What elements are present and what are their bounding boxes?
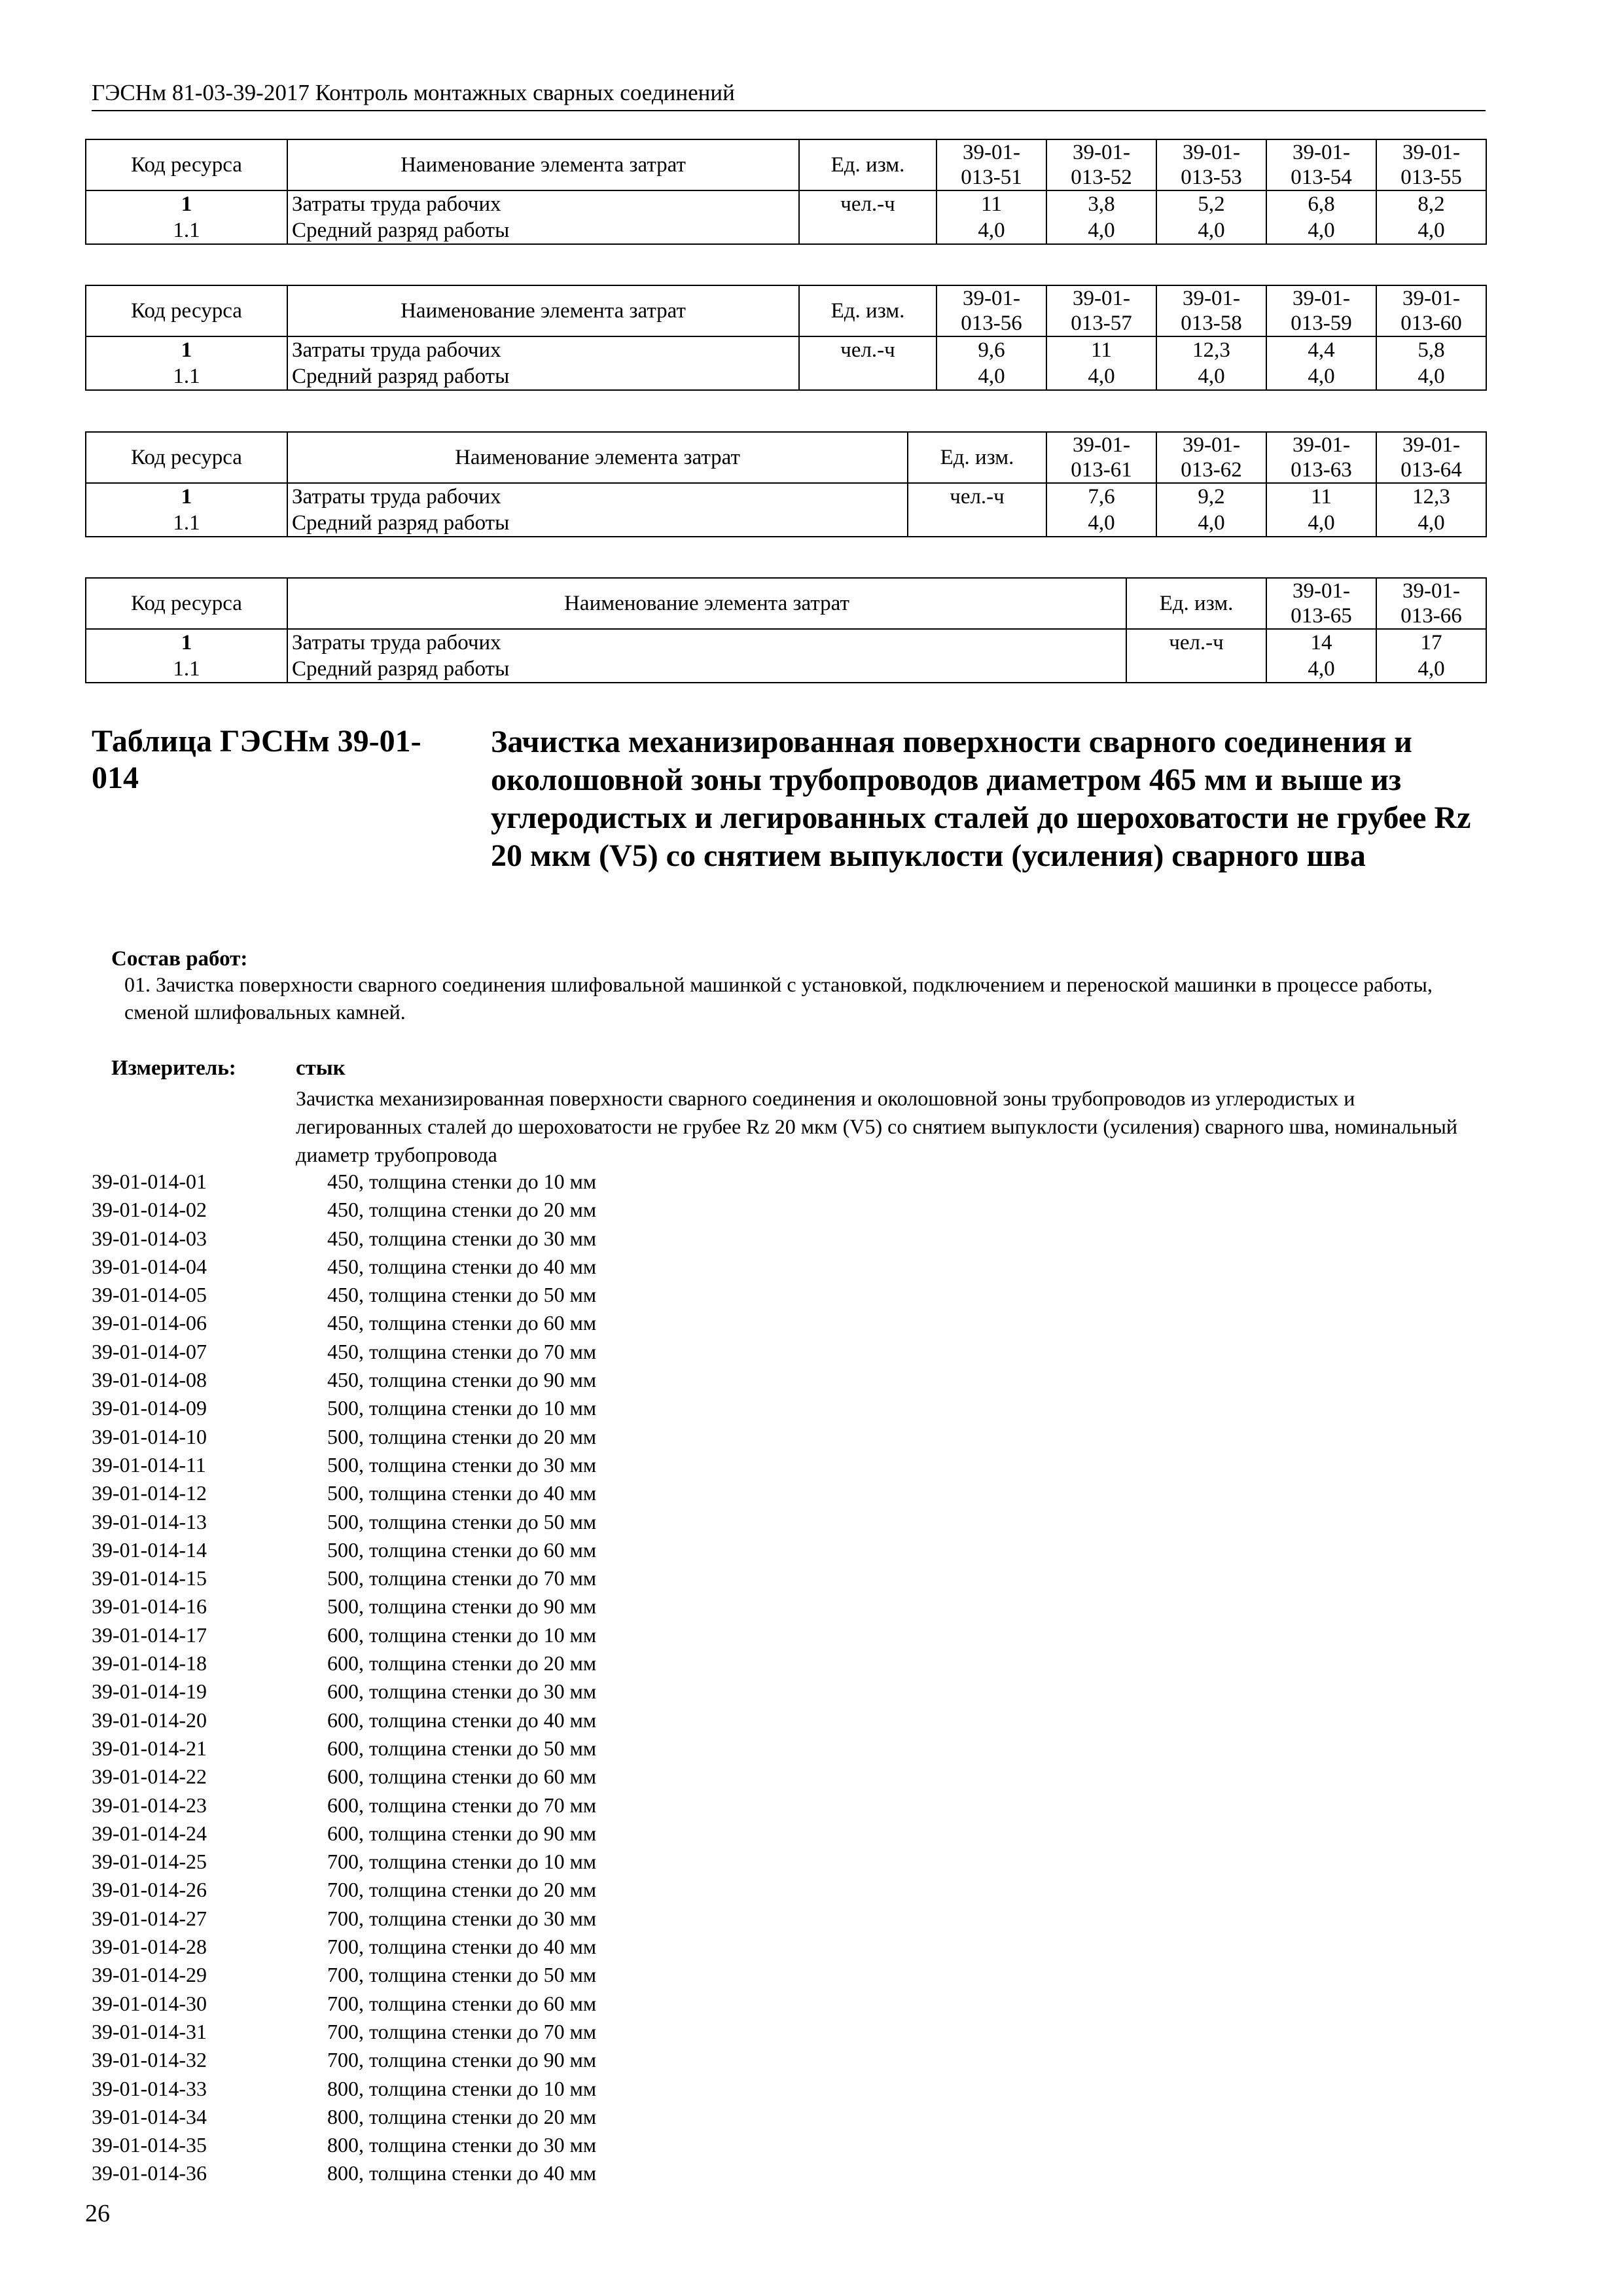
norm-code: 39-01-014-20 bbox=[92, 1708, 207, 1732]
row-name: Средний разряд работы bbox=[287, 656, 1126, 683]
list-item bbox=[92, 1649, 877, 1677]
list-item bbox=[92, 2075, 877, 2103]
table-row bbox=[86, 483, 1486, 510]
col-id-top: 39-01- bbox=[1376, 578, 1486, 603]
row-code: 1 bbox=[86, 336, 287, 363]
col-code-header: Код ресурса bbox=[86, 139, 287, 190]
row-value: 4,4 bbox=[1266, 336, 1376, 363]
list-item bbox=[92, 1366, 877, 1394]
row-name: Затраты труда рабочих bbox=[287, 190, 799, 217]
norm-code: 39-01-014-10 bbox=[92, 1424, 207, 1448]
norm-description: 600, толщина стенки до 10 мм bbox=[327, 1623, 597, 1647]
row-unit: чел.-ч bbox=[799, 190, 936, 217]
col-id-top: 39-01- bbox=[1156, 432, 1266, 457]
col-id-top: 39-01- bbox=[1046, 285, 1156, 311]
norm-description: 600, толщина стенки до 50 мм bbox=[327, 1736, 597, 1760]
list-item bbox=[92, 1168, 877, 1196]
norm-description: 700, толщина стенки до 10 мм bbox=[327, 1850, 597, 1874]
row-unit: чел.-ч bbox=[908, 483, 1046, 510]
norm-description: 500, толщина стенки до 10 мм bbox=[327, 1396, 597, 1420]
table-row bbox=[86, 629, 1486, 656]
norm-description: 700, толщина стенки до 60 мм bbox=[327, 1991, 597, 2015]
table-row bbox=[86, 656, 1486, 683]
norm-code: 39-01-014-02 bbox=[92, 1198, 207, 1222]
norm-code: 39-01-014-33 bbox=[92, 2076, 207, 2100]
list-item bbox=[92, 1225, 877, 1253]
row-unit: чел.-ч bbox=[799, 336, 936, 363]
norm-description: 450, толщина стенки до 20 мм bbox=[327, 1198, 597, 1222]
norm-code: 39-01-014-09 bbox=[92, 1396, 207, 1420]
row-name: Затраты труда рабочих bbox=[287, 336, 799, 363]
norm-code: 39-01-014-24 bbox=[92, 1821, 207, 1845]
row-value: 3,8 bbox=[1046, 190, 1156, 217]
norm-list bbox=[92, 1168, 877, 2188]
col-unit-header: Ед. изм. bbox=[799, 139, 936, 190]
norm-description: 800, толщина стенки до 30 мм bbox=[327, 2133, 597, 2157]
row-code: 1.1 bbox=[86, 363, 287, 390]
cost-table-4 bbox=[85, 577, 1487, 683]
section-title: Зачистка механизированная поверхности сварного соединения и околошовной зоны трубопроводов диаметром 465 мм и выше из углеродистых и легированных сталей до шероховатости не грубее Rz 20 мкм (V5) со снятием выпуклости (усиления) сварного шва bbox=[491, 725, 1471, 873]
list-item bbox=[92, 1848, 877, 1876]
norm-code: 39-01-014-31 bbox=[92, 2019, 207, 2043]
norm-description: 700, толщина стенки до 90 мм bbox=[327, 2048, 597, 2072]
col-unit-header: Ед. изм. bbox=[908, 432, 1046, 483]
norm-description: 500, толщина стенки до 60 мм bbox=[327, 1537, 597, 1562]
norm-code: 39-01-014-15 bbox=[92, 1566, 207, 1590]
col-id-bottom: 013-54 bbox=[1266, 165, 1376, 190]
row-value: 4,0 bbox=[1156, 510, 1266, 537]
list-item bbox=[92, 1592, 877, 1621]
table-row bbox=[86, 217, 1486, 244]
list-item bbox=[92, 2018, 877, 2046]
norm-description: 600, толщина стенки до 40 мм bbox=[327, 1708, 597, 1732]
col-id-top: 39-01- bbox=[1266, 578, 1376, 603]
row-name: Средний разряд работы bbox=[287, 217, 799, 244]
col-id-bottom: 013-57 bbox=[1046, 311, 1156, 336]
norm-code: 39-01-014-36 bbox=[92, 2161, 207, 2185]
table-header-row bbox=[86, 432, 1486, 457]
row-value: 9,2 bbox=[1156, 483, 1266, 510]
col-id-bottom: 013-64 bbox=[1376, 457, 1486, 483]
table-row bbox=[86, 363, 1486, 390]
col-id-bottom: 013-56 bbox=[936, 311, 1046, 336]
row-name: Средний разряд работы bbox=[287, 363, 799, 390]
norm-code: 39-01-014-17 bbox=[92, 1623, 207, 1647]
norm-description: 450, толщина стенки до 60 мм bbox=[327, 1311, 597, 1335]
list-item bbox=[92, 1479, 877, 1507]
norm-code: 39-01-014-19 bbox=[92, 1679, 207, 1704]
table-header-row bbox=[86, 578, 1486, 603]
norm-code: 39-01-014-34 bbox=[92, 2104, 207, 2128]
col-id-top: 39-01- bbox=[1046, 139, 1156, 165]
col-unit-header: Ед. изм. bbox=[1126, 578, 1266, 629]
list-item bbox=[92, 1706, 877, 1734]
col-id-bottom: 013-61 bbox=[1046, 457, 1156, 483]
row-value: 4,0 bbox=[1376, 363, 1486, 390]
row-name: Затраты труда рабочих bbox=[287, 629, 1126, 656]
col-id-bottom: 013-51 bbox=[936, 165, 1046, 190]
row-value: 11 bbox=[1046, 336, 1156, 363]
cost-table-1 bbox=[85, 139, 1487, 245]
col-id-top: 39-01- bbox=[1376, 139, 1486, 165]
row-value: 8,2 bbox=[1376, 190, 1486, 217]
row-value: 4,0 bbox=[1376, 510, 1486, 537]
row-value: 4,0 bbox=[1266, 217, 1376, 244]
norm-description: 500, толщина стенки до 50 мм bbox=[327, 1509, 597, 1534]
col-id-bottom: 013-52 bbox=[1046, 165, 1156, 190]
list-item bbox=[92, 2131, 877, 2159]
norm-code: 39-01-014-06 bbox=[92, 1311, 207, 1335]
col-id-bottom: 013-62 bbox=[1156, 457, 1266, 483]
norm-description: 700, толщина стенки до 20 мм bbox=[327, 1878, 597, 1902]
col-name-header: Наименование элемента затрат bbox=[287, 139, 799, 190]
norm-description: 450, толщина стенки до 10 мм bbox=[327, 1170, 597, 1193]
row-value: 4,0 bbox=[936, 363, 1046, 390]
norm-description: 450, толщина стенки до 90 мм bbox=[327, 1368, 597, 1392]
norm-description: 600, толщина стенки до 20 мм bbox=[327, 1651, 597, 1676]
list-item bbox=[92, 1253, 877, 1281]
norm-description: 800, толщина стенки до 40 мм bbox=[327, 2161, 597, 2185]
norm-code: 39-01-014-08 bbox=[92, 1368, 207, 1392]
norm-description: 800, толщина стенки до 20 мм bbox=[327, 2104, 597, 2128]
col-name-header: Наименование элемента затрат bbox=[287, 285, 799, 336]
measure-description: Зачистка механизированная поверхности сварного соединения и околошовной зоны трубопроводов из углеродистых и легированных сталей до шероховатости не грубее Rz 20 мкм (V5) со снятием выпуклости (усиления) сварного шва, номинальный диаметр трубопровода bbox=[296, 1086, 1457, 1166]
col-id-bottom: 013-65 bbox=[1266, 603, 1376, 629]
table-label: Таблица ГЭСНм 39-01-014 bbox=[92, 724, 421, 795]
list-item bbox=[92, 1905, 877, 1933]
norm-code: 39-01-014-13 bbox=[92, 1509, 207, 1534]
row-value: 7,6 bbox=[1046, 483, 1156, 510]
row-value: 4,0 bbox=[1156, 217, 1266, 244]
norm-code: 39-01-014-04 bbox=[92, 1254, 207, 1278]
list-item bbox=[92, 2159, 877, 2187]
norm-description: 600, толщина стенки до 70 мм bbox=[327, 1793, 597, 1817]
page-number: 26 bbox=[85, 2200, 110, 2227]
list-item bbox=[92, 1451, 877, 1479]
list-item bbox=[92, 1564, 877, 1592]
col-name-header: Наименование элемента затрат bbox=[287, 432, 908, 483]
norm-description: 500, толщина стенки до 20 мм bbox=[327, 1424, 597, 1448]
row-value: 4,0 bbox=[1266, 656, 1376, 683]
row-value: 4,0 bbox=[1046, 363, 1156, 390]
table-row bbox=[86, 190, 1486, 217]
row-name: Средний разряд работы bbox=[287, 510, 908, 537]
col-id-top: 39-01- bbox=[1266, 432, 1376, 457]
norm-code: 39-01-014-05 bbox=[92, 1283, 207, 1307]
row-unit bbox=[1126, 656, 1266, 683]
col-id-top: 39-01- bbox=[1376, 432, 1486, 457]
list-item bbox=[92, 1196, 877, 1224]
col-id-bottom: 013-66 bbox=[1376, 603, 1486, 629]
row-code: 1.1 bbox=[86, 656, 287, 683]
col-id-top: 39-01- bbox=[1156, 285, 1266, 311]
row-unit: чел.-ч bbox=[1126, 629, 1266, 656]
list-item bbox=[92, 1508, 877, 1536]
header-title: ГЭСНм 81-03-39-2017 Контроль монтажных сварных соединений bbox=[92, 80, 735, 105]
norm-code: 39-01-014-27 bbox=[92, 1906, 207, 1930]
norm-description: 600, толщина стенки до 60 мм bbox=[327, 1765, 597, 1789]
row-value: 4,0 bbox=[1376, 217, 1486, 244]
norm-code: 39-01-014-16 bbox=[92, 1594, 207, 1619]
col-id-bottom: 013-59 bbox=[1266, 311, 1376, 336]
col-id-bottom: 013-60 bbox=[1376, 311, 1486, 336]
row-code: 1 bbox=[86, 190, 287, 217]
col-id-top: 39-01- bbox=[1266, 139, 1376, 165]
norm-code: 39-01-014-30 bbox=[92, 1991, 207, 2015]
norm-code: 39-01-014-21 bbox=[92, 1736, 207, 1760]
col-id-top: 39-01- bbox=[1266, 285, 1376, 311]
table-header-row bbox=[86, 139, 1486, 165]
norm-code: 39-01-014-03 bbox=[92, 1226, 207, 1250]
norm-description: 500, толщина стенки до 90 мм bbox=[327, 1594, 597, 1619]
row-value: 5,2 bbox=[1156, 190, 1266, 217]
list-item bbox=[92, 1309, 877, 1337]
list-item bbox=[92, 1933, 877, 1961]
row-value: 12,3 bbox=[1376, 483, 1486, 510]
norm-code: 39-01-014-23 bbox=[92, 1793, 207, 1817]
col-id-top: 39-01- bbox=[936, 285, 1046, 311]
list-item bbox=[92, 1820, 877, 1848]
list-item bbox=[92, 1338, 877, 1366]
row-unit bbox=[799, 217, 936, 244]
row-unit bbox=[908, 510, 1046, 537]
norm-description: 700, толщина стенки до 30 мм bbox=[327, 1906, 597, 1930]
col-name-header: Наименование элемента затрат bbox=[287, 578, 1126, 629]
norm-code: 39-01-014-25 bbox=[92, 1850, 207, 1874]
list-item bbox=[92, 1763, 877, 1791]
table-row bbox=[86, 336, 1486, 363]
norm-description: 500, толщина стенки до 30 мм bbox=[327, 1452, 597, 1477]
norm-description: 800, толщина стенки до 10 мм bbox=[327, 2076, 597, 2100]
col-code-header: Код ресурса bbox=[86, 578, 287, 629]
row-code: 1.1 bbox=[86, 510, 287, 537]
row-value: 5,8 bbox=[1376, 336, 1486, 363]
col-id-bottom: 013-55 bbox=[1376, 165, 1486, 190]
col-id-top: 39-01- bbox=[1046, 432, 1156, 457]
list-item bbox=[92, 1677, 877, 1706]
list-item bbox=[92, 1536, 877, 1564]
norm-description: 450, толщина стенки до 70 мм bbox=[327, 1339, 597, 1363]
norm-code: 39-01-014-01 bbox=[92, 1170, 207, 1193]
norm-code: 39-01-014-26 bbox=[92, 1878, 207, 1902]
norm-code: 39-01-014-12 bbox=[92, 1481, 207, 1505]
norm-description: 700, толщина стенки до 70 мм bbox=[327, 2019, 597, 2043]
norm-code: 39-01-014-28 bbox=[92, 1935, 207, 1959]
page-header bbox=[92, 77, 1486, 111]
norm-code: 39-01-014-14 bbox=[92, 1537, 207, 1562]
row-value: 4,0 bbox=[1046, 217, 1156, 244]
row-code: 1 bbox=[86, 629, 287, 656]
list-item bbox=[92, 1281, 877, 1309]
norm-description: 700, толщина стенки до 50 мм bbox=[327, 1963, 597, 1987]
list-item bbox=[92, 1423, 877, 1451]
col-unit-header: Ед. изм. bbox=[799, 285, 936, 336]
norm-description: 500, толщина стенки до 40 мм bbox=[327, 1481, 597, 1505]
row-value: 14 bbox=[1266, 629, 1376, 656]
list-item bbox=[92, 1394, 877, 1422]
list-item bbox=[92, 1791, 877, 1820]
row-value: 4,0 bbox=[1266, 510, 1376, 537]
row-value: 4,0 bbox=[1156, 363, 1266, 390]
norm-description: 450, толщина стенки до 40 мм bbox=[327, 1254, 597, 1278]
col-id-top: 39-01- bbox=[1376, 285, 1486, 311]
col-id-bottom: 013-53 bbox=[1156, 165, 1266, 190]
norm-code: 39-01-014-22 bbox=[92, 1765, 207, 1789]
row-value: 11 bbox=[1266, 483, 1376, 510]
norm-code: 39-01-014-11 bbox=[92, 1452, 206, 1477]
table-header-row bbox=[86, 285, 1486, 311]
row-value: 4,0 bbox=[936, 217, 1046, 244]
norm-description: 500, толщина стенки до 70 мм bbox=[327, 1566, 597, 1590]
row-code: 1 bbox=[86, 483, 287, 510]
row-value: 9,6 bbox=[936, 336, 1046, 363]
row-value: 4,0 bbox=[1046, 510, 1156, 537]
norm-description: 450, толщина стенки до 50 мм bbox=[327, 1283, 597, 1307]
col-code-header: Код ресурса bbox=[86, 285, 287, 336]
row-value: 6,8 bbox=[1266, 190, 1376, 217]
row-value: 12,3 bbox=[1156, 336, 1266, 363]
cost-table-3 bbox=[85, 431, 1487, 537]
list-item bbox=[92, 1876, 877, 1904]
col-id-top: 39-01- bbox=[1156, 139, 1266, 165]
col-id-bottom: 013-58 bbox=[1156, 311, 1266, 336]
row-name: Затраты труда рабочих bbox=[287, 483, 908, 510]
list-item bbox=[92, 1961, 877, 1989]
list-item bbox=[92, 1734, 877, 1763]
norm-code: 39-01-014-32 bbox=[92, 2048, 207, 2072]
norm-description: 450, толщина стенки до 30 мм bbox=[327, 1226, 597, 1250]
row-code: 1.1 bbox=[86, 217, 287, 244]
work-composition-text: 01. Зачистка поверхности сварного соединения шлифовальной машинкой с установкой, подключением и переноской машинки в процессе работы, сменой шлифовальных камней. bbox=[124, 973, 1433, 1024]
list-item bbox=[92, 1621, 877, 1649]
norm-code: 39-01-014-07 bbox=[92, 1339, 207, 1363]
row-value: 4,0 bbox=[1266, 363, 1376, 390]
list-item bbox=[92, 2103, 877, 2131]
norm-code: 39-01-014-18 bbox=[92, 1651, 207, 1676]
norm-description: 600, толщина стенки до 90 мм bbox=[327, 1821, 597, 1845]
row-unit bbox=[799, 363, 936, 390]
col-code-header: Код ресурса bbox=[86, 432, 287, 483]
norm-description: 700, толщина стенки до 40 мм bbox=[327, 1935, 597, 1959]
row-value: 11 bbox=[936, 190, 1046, 217]
work-composition-label: Состав работ: bbox=[111, 947, 248, 971]
norm-code: 39-01-014-35 bbox=[92, 2133, 207, 2157]
cost-table-2 bbox=[85, 285, 1487, 391]
row-value: 4,0 bbox=[1376, 656, 1486, 683]
col-id-top: 39-01- bbox=[936, 139, 1046, 165]
table-row bbox=[86, 510, 1486, 537]
norm-description: 600, толщина стенки до 30 мм bbox=[327, 1679, 597, 1704]
measure-unit: стык bbox=[296, 1056, 346, 1080]
list-item bbox=[92, 2046, 877, 2074]
col-id-bottom: 013-63 bbox=[1266, 457, 1376, 483]
list-item bbox=[92, 1990, 877, 2018]
measure-label: Измеритель: bbox=[111, 1056, 236, 1080]
norm-code: 39-01-014-29 bbox=[92, 1963, 207, 1987]
row-value: 17 bbox=[1376, 629, 1486, 656]
